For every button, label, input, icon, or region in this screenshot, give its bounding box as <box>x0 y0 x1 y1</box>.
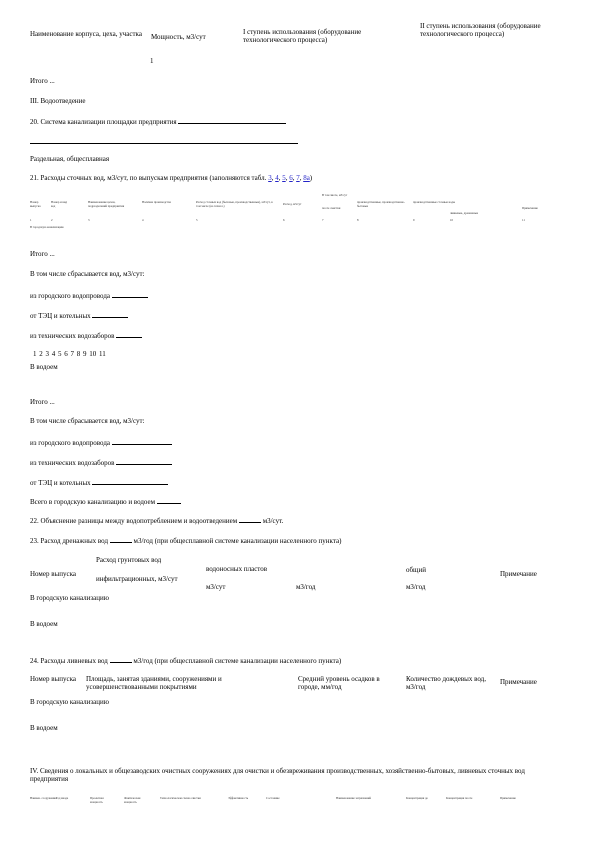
t23-row-city: В городскую канализацию <box>30 594 110 602</box>
footer-h-3: Проектная мощность <box>90 796 104 804</box>
src-tec-1-label: от ТЭЦ и котельных <box>30 312 91 320</box>
t21-num-4: 4 <box>142 218 144 222</box>
src-tech-1 <box>30 330 142 340</box>
footer-h-7: Состояние <box>266 796 280 800</box>
t21-h-prod: Наличие производства <box>142 200 171 204</box>
link-table-7[interactable]: 7 <box>296 174 300 182</box>
t24-row-city: В городскую канализацию <box>30 698 110 706</box>
item-22-blank[interactable] <box>239 515 261 523</box>
item-24-label: 24. Расходы ливневых вод <box>30 657 108 665</box>
src-tec-2-label: от ТЭЦ и котельных <box>30 479 91 487</box>
t21-h-num: Номер выпуска <box>30 200 41 208</box>
t21-h-incl: В том числе, м3/сут <box>322 193 348 197</box>
t23-h-num: Номер выпуска <box>30 570 76 578</box>
link-table-8a[interactable]: 8а <box>303 174 310 182</box>
footer-h-11: Примечание <box>500 796 516 800</box>
t21-h-after: после очистки <box>322 206 341 210</box>
t21-h-prodbyt: производственные, производственно-бытовые <box>357 200 405 208</box>
t23-h-m3sut: м3/сут <box>206 583 226 591</box>
column-numbers: 1 2 3 4 5 6 7 8 9 10 11 <box>33 350 106 358</box>
t21-num-10: 10 <box>450 218 453 222</box>
item-24-post: м3/год (при общесплавной системе канализации населенного пункта) <box>133 657 342 665</box>
item-23-label: 23. Расход дренажных вод <box>30 537 109 545</box>
src-tech-1-blank[interactable] <box>116 330 142 338</box>
footer-h-9: Концентрация до <box>406 796 429 800</box>
src-tec-1-blank[interactable] <box>92 310 128 318</box>
t21-h-shops: Наименование цехов, подразделений предприятия <box>88 200 125 208</box>
in-tom-chisle-2: В том числе сбрасывается вод, м3/сут: <box>30 417 145 425</box>
item-24-blank[interactable] <box>110 655 132 663</box>
t21-num-1: 1 <box>30 218 32 222</box>
itogo-label-2: Итого ... <box>30 250 55 258</box>
src-city-1 <box>30 290 148 300</box>
t21-num-9: 9 <box>413 218 415 222</box>
itogo-label: Итого ... <box>30 77 55 85</box>
t23-h-total-unit: м3/год <box>406 583 426 591</box>
footer-h-5: Технологическая схема очистки <box>160 796 201 800</box>
t21-num-3: 3 <box>88 218 90 222</box>
t21-h-prodwater: производственные сточные воды <box>413 200 456 204</box>
footer-h-4: Фактическая мощность <box>124 796 141 804</box>
item-21-label: 21. Расходы сточных вод, м3/сут, по выпускам предприятия (заполняются табл. <box>30 174 267 182</box>
item-20-blank-line[interactable] <box>30 143 298 144</box>
link-table-3[interactable]: 3 <box>268 174 272 182</box>
src-tec-1 <box>30 310 128 320</box>
src-city-2 <box>30 437 172 447</box>
t24-h-area: Площадь, занятая зданиями, сооружениями и усовершенствованными покрытиями <box>86 675 222 691</box>
t21-h-flow: Расход сточных вод (бытовые, производственные), м3/сут, в том числе (на технол.) <box>196 200 273 208</box>
src-tech-2-blank[interactable] <box>116 457 172 465</box>
t23-h-rashod: Расход грунтовых вод <box>96 556 162 564</box>
link-table-4[interactable]: 4 <box>275 174 279 182</box>
table-header-corpus: Наименование корпуса, цеха, участка <box>30 30 142 38</box>
v-vodoem-1: В водоем <box>30 363 58 371</box>
footer-h-8: Наименование загрязнений <box>336 796 372 800</box>
section-heading-3: III. Водоотведение <box>30 97 86 105</box>
footer-h-10: Концентрация после <box>446 796 473 800</box>
item-22-unit: м3/сут. <box>262 517 284 525</box>
vsego-blank[interactable] <box>157 496 181 504</box>
t21-num-8: 8 <box>357 218 359 222</box>
item-24 <box>30 655 341 665</box>
t21-num-6: 6 <box>283 218 285 222</box>
t23-h-note: Примечание <box>500 570 537 578</box>
src-tec-2-blank[interactable] <box>92 477 168 485</box>
t23-h-vodonos: водоносных пластов <box>206 565 268 573</box>
item-22 <box>30 515 283 525</box>
src-tech-2 <box>30 457 172 467</box>
t23-h-infilt: инфильтрационных, м3/сут <box>96 575 178 583</box>
footer-h-2: Год ввода <box>56 796 69 800</box>
t21-h-rain: ливневые, дренажные <box>450 211 479 215</box>
vsego <box>30 496 181 506</box>
t23-h-total: общий <box>406 566 426 574</box>
item-21-close: ) <box>309 174 313 182</box>
table-header-power: Мощность, м3/сут <box>151 33 206 41</box>
t21-h-type: Номер и вид вод <box>51 200 67 208</box>
t24-h-num: Номер выпуска <box>30 675 76 683</box>
src-tec-2 <box>30 477 168 487</box>
item-23 <box>30 535 341 545</box>
t21-h-rate: Расход, м3/сут <box>283 202 302 206</box>
item-20 <box>30 116 286 126</box>
t24-h-note: Примечание <box>500 678 537 686</box>
t21-h-note: Примечание <box>522 206 538 210</box>
system-type: Раздельная, общесплавная <box>30 155 110 163</box>
item-20-blank[interactable] <box>178 116 286 124</box>
itogo-label-3: Итого ... <box>30 398 55 406</box>
item-22-label: 22. Объяснение разницы между водопотреблением и водоотведением <box>30 517 238 525</box>
t24-h-amount: Количество дождевых вод, м3/год <box>406 675 486 691</box>
table-number: 1 <box>150 57 154 65</box>
footer-h-1: Наимен. сооружения <box>30 796 57 800</box>
vsego-label: Всего в городскую канализацию и водоем <box>30 498 156 506</box>
t21-row-label: В городскую канализацию <box>30 225 64 229</box>
item-23-post: м3/год (при общесплавной системе канализации населенного пункта) <box>133 537 342 545</box>
t21-num-11: 11 <box>522 218 525 222</box>
item-23-blank[interactable] <box>110 535 132 543</box>
section-heading-4: IV. Сведения о локальных и общезаводских очистных сооружениях для очистки и обезвреживания производственных, хозяйственно-бытовых, ливневых сточных вод предприятия <box>30 767 525 783</box>
src-tech-1-label: из технических водозаборов <box>30 332 115 340</box>
footer-h-6: Эффективность <box>228 796 249 800</box>
item-20-label: 20. Система канализации площадки предприятия <box>30 118 177 126</box>
t21-num-7: 7 <box>322 218 324 222</box>
table-header-stage-1: I ступень использования (оборудование технологического процесса) <box>243 28 362 44</box>
src-city-2-blank[interactable] <box>112 437 172 445</box>
table-header-stage-2: II ступень использования (оборудование технологического процесса) <box>420 22 541 38</box>
src-tech-2-label: из технических водозаборов <box>30 459 115 467</box>
t23-row-vodoem: В водоем <box>30 620 58 628</box>
item-21: 21. Расходы сточных вод, м3/сут, по выпускам предприятия (заполняются табл. 3, 4, 5, 6, 7, 8а) <box>30 174 313 182</box>
link-table-6[interactable]: 6 <box>289 174 293 182</box>
t24-h-precip: Средний уровень осадков в городе, мм/год <box>298 675 380 691</box>
t24-row-vodoem: В водоем <box>30 724 58 732</box>
in-tom-chisle-1: В том числе сбрасывается вод, м3/сут: <box>30 270 145 278</box>
t21-num-2: 2 <box>51 218 53 222</box>
src-city-1-label: из городского водопровода <box>30 292 111 300</box>
src-city-2-label: из городского водопровода <box>30 439 111 447</box>
t23-h-m3god: м3/год <box>296 583 316 591</box>
link-table-5[interactable]: 5 <box>282 174 286 182</box>
t21-num-5: 5 <box>196 218 198 222</box>
src-city-1-blank[interactable] <box>112 290 148 298</box>
